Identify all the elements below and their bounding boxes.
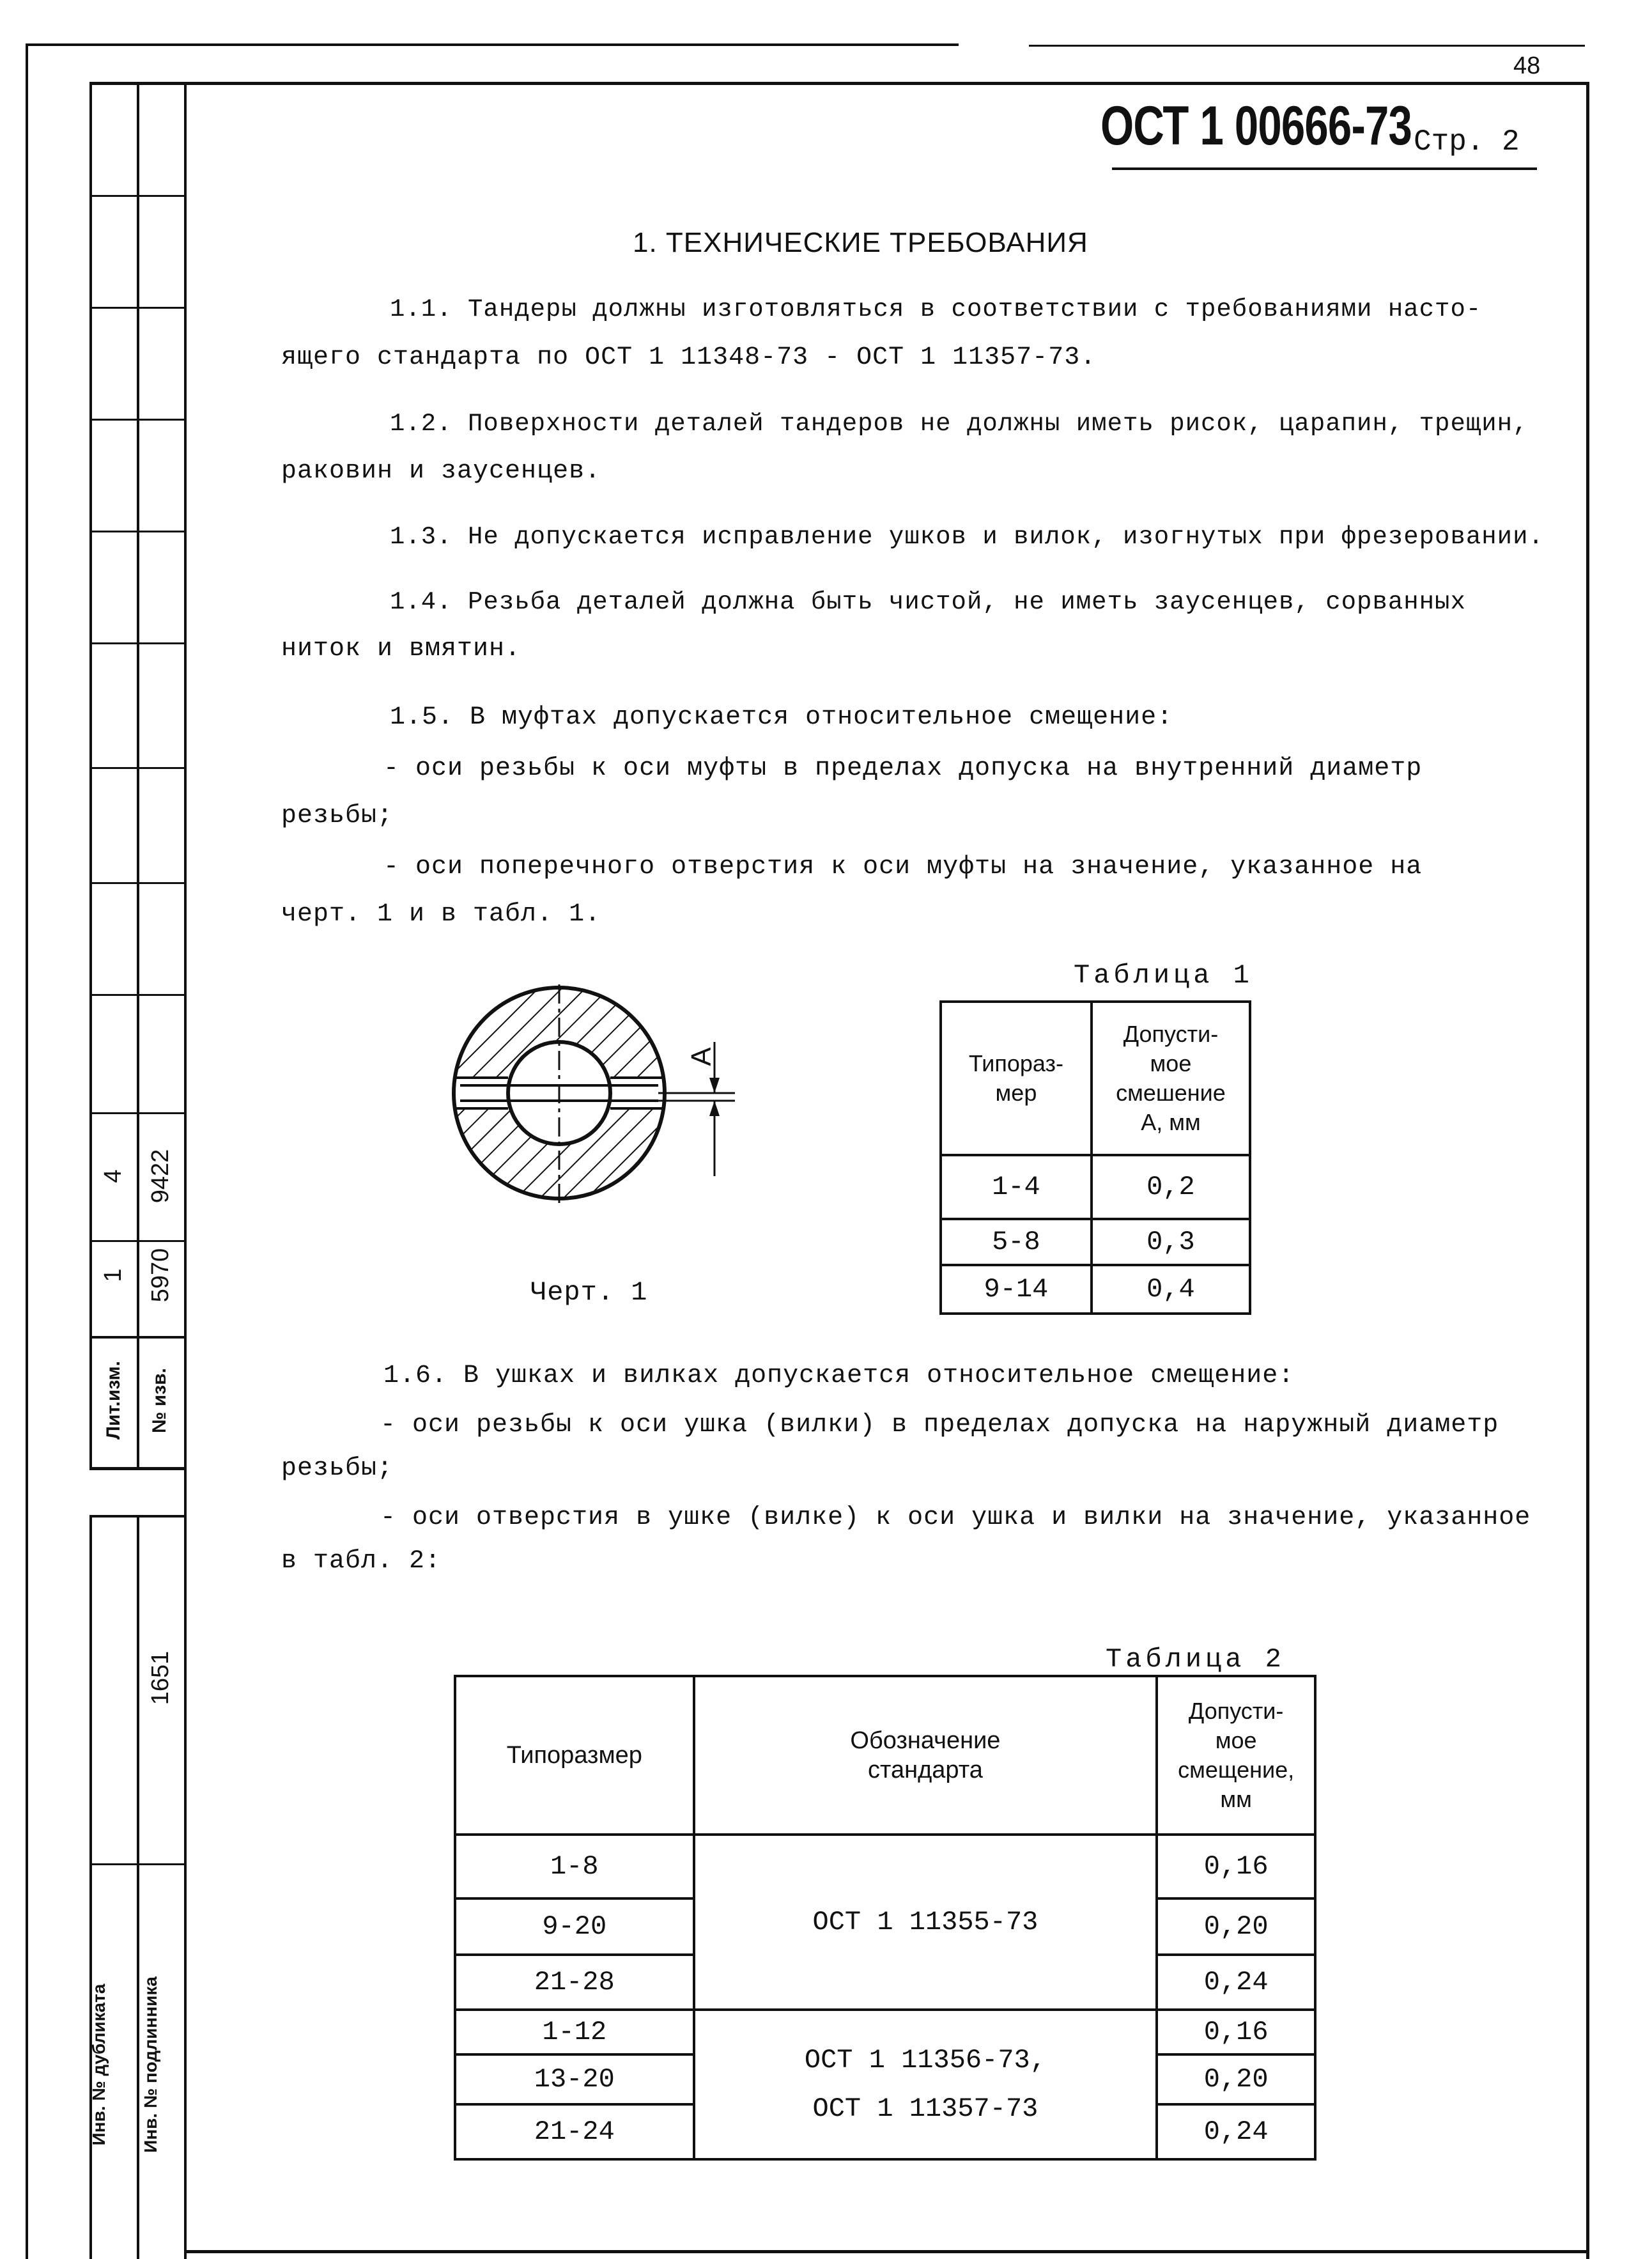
table-1-cell: 0,2 [1092, 1155, 1250, 1219]
stamp-lit-izm-label: Лит.изм. [103, 1360, 124, 1440]
paragraph-1-4-line-1: 1.4. Резьба деталей должна быть чистой, не иметь заусенцев, сорванных [390, 588, 1466, 616]
table-1-cell: 9-14 [941, 1265, 1092, 1314]
table-2-header-line: Допусти- [1188, 1698, 1284, 1724]
stamp-hline [89, 994, 185, 996]
table-1-header-offset [1092, 1002, 1250, 1155]
table-2-cell: 0,20 [1157, 1898, 1315, 1955]
stamp-hline [89, 1467, 185, 1470]
table-2-cell: 13-20 [455, 2054, 694, 2104]
drawing-caption: Черт. 1 [530, 1277, 648, 1308]
table-2-standard-line: ОСТ 1 11355-73 [812, 1907, 1038, 1937]
paragraph-1-6-line-4: - оси отверстия в ушке (вилке) к оси ушка и вилки на значение, указанное [380, 1503, 1531, 1532]
stamp-inv-podl-value: 1651 [147, 1650, 174, 1705]
table-2-cell: 0,20 [1157, 2054, 1315, 2104]
table-2-caption: Таблица 2 [1106, 1644, 1285, 1675]
stamp-col-line-a [89, 82, 92, 1469]
stamp-lit-izm-value-1: 1 [100, 1268, 127, 1282]
table-1 [939, 1000, 1251, 1315]
table-2-header-line: Типоразмер [506, 1742, 642, 1769]
table-2-cell: 21-24 [455, 2104, 694, 2159]
section-title: 1. ТЕХНИЧЕСКИЕ ТРЕБОВАНИЯ [633, 227, 1088, 258]
paragraph-1-2-line-2: раковин и заусенцев. [281, 457, 601, 486]
table-2-header-type [455, 1676, 694, 1835]
table-1-header-line: мое [1150, 1050, 1192, 1076]
table-1-header-type [941, 1002, 1092, 1155]
paragraph-1-4-line-2: ниток и вмятин. [281, 635, 521, 664]
frame-right [1586, 82, 1589, 2259]
table-1-cell: 5-8 [941, 1219, 1092, 1265]
stamp-no-izv-label: № изв. [149, 1368, 170, 1433]
stamp-hline [89, 642, 185, 644]
table-1-cell: 0,4 [1092, 1265, 1250, 1314]
table-2-standard-line: ОСТ 1 11357-73 [812, 2093, 1038, 2124]
table-2-cell: 0,24 [1157, 2104, 1315, 2159]
table-1-caption: Таблица 1 [1074, 960, 1253, 991]
table-2 [454, 1675, 1316, 2161]
paragraph-1-6-line-3: резьбы; [281, 1454, 394, 1483]
stamp-inv-podl-label: Инв. № подлинника [141, 1976, 160, 2153]
table-2-standard-cell [694, 1835, 1157, 2010]
paragraph-1-3-line-1: 1.3. Не допускается исправление ушков и вилок, изогнутых при фрезеровании. [390, 523, 1544, 551]
frame-top-right [1029, 45, 1585, 47]
page-label: Стр. 2 [1414, 125, 1520, 159]
table-1-header-line: смешение [1116, 1080, 1226, 1106]
table-2-header-line: мм [1220, 1786, 1252, 1812]
paragraph-1-1-line-1: 1.1. Тандеры должны изготовляться в соответствии с требованиями насто- [390, 295, 1482, 323]
table-2-cell: 0,16 [1157, 1835, 1315, 1898]
standard-code: ОСТ 1 00666-73 [1100, 95, 1412, 157]
stamp-col-line-b [137, 82, 139, 1469]
paragraph-1-6-line-1: 1.6. В ушках и вилках допускается относительное смещение: [383, 1362, 1295, 1390]
table-1-cell: 1-4 [941, 1155, 1092, 1219]
stamp-hline [89, 767, 185, 769]
table-2-header-offset [1157, 1676, 1315, 1835]
frame-left [26, 43, 28, 2259]
paragraph-1-5-line-2: - оси резьбы к оси муфты в пределах допуска на внутренний диаметр [383, 754, 1423, 783]
stamp-hline [89, 195, 185, 197]
frame-inner-top [89, 82, 1588, 85]
stamp-col-line-c [184, 82, 187, 2259]
table-2-header-line: смещение, [1178, 1757, 1295, 1783]
table-1-header-line: Типораз- [968, 1050, 1064, 1076]
page-number: 48 [1513, 52, 1541, 79]
stamp-hline [89, 1336, 185, 1339]
table-2-cell: 1-12 [455, 2010, 694, 2054]
paragraph-1-5-line-1: 1.5. В муфтах допускается относительное смещение: [390, 703, 1173, 732]
table-2-cell: 0,16 [1157, 2010, 1315, 2054]
paragraph-1-1-line-2: ящего стандарта по ОСТ 1 11348-73 - ОСТ 1 11357-73. [281, 343, 1097, 372]
frame-top-left [26, 43, 959, 46]
table-1-header-line: А, мм [1141, 1109, 1201, 1135]
table-2-header-standard [694, 1676, 1157, 1835]
paragraph-1-2-line-1: 1.2. Поверхности деталей тандеров не должны иметь рисок, царапин, трещин, [390, 410, 1529, 438]
stamp-no-izv-value-1: 5970 [147, 1248, 174, 1303]
table-2-standard-line: ОСТ 1 11356-73, [804, 2045, 1046, 2076]
table-2-cell: 1-8 [455, 1835, 694, 1898]
table-1-cell: 0,3 [1092, 1219, 1250, 1265]
table-2-header-line: Обозначение [850, 1727, 1001, 1754]
table-2-cell: 21-28 [455, 1955, 694, 2010]
table-2-header-line: мое [1215, 1727, 1257, 1753]
table-2-cell: 0,24 [1157, 1955, 1315, 2010]
stamp-hline [89, 882, 185, 884]
table-2-cell: 9-20 [455, 1898, 694, 1955]
stamp-inv-dubl-label: Инв. № дубликата [89, 1983, 109, 2146]
frame-bottom [184, 2250, 1589, 2253]
drawing-chert-1 [447, 984, 741, 1215]
table-2-header-line: стандарта [868, 1757, 983, 1783]
drawing-dimension-label: А [686, 1047, 717, 1066]
table-1-header-line: Допусти- [1123, 1021, 1219, 1047]
stamp-hline [89, 307, 185, 309]
stamp-hline [89, 419, 185, 421]
paragraph-1-6-line-2: - оси резьбы к оси ушка (вилки) в пределах допуска на наружный диаметр [380, 1411, 1499, 1440]
paragraph-1-5-line-5: черт. 1 и в табл. 1. [281, 900, 601, 929]
stamp-lower-hline [89, 1863, 185, 1865]
stamp-hline [89, 531, 185, 532]
paragraph-1-6-line-5: в табл. 2: [281, 1547, 442, 1576]
paragraph-1-5-line-3: резьбы; [281, 802, 394, 830]
stamp-hline [89, 1112, 185, 1114]
table-2-standard-cell [694, 2010, 1157, 2159]
stamp-no-izv-value-2: 9422 [147, 1149, 174, 1204]
header-underline [1112, 167, 1537, 170]
table-1-header-line: мер [995, 1080, 1037, 1106]
stamp-lit-izm-value-2: 4 [100, 1169, 127, 1183]
paragraph-1-5-line-4: - оси поперечного отверстия к оси муфты на значение, указанное на [383, 853, 1423, 881]
